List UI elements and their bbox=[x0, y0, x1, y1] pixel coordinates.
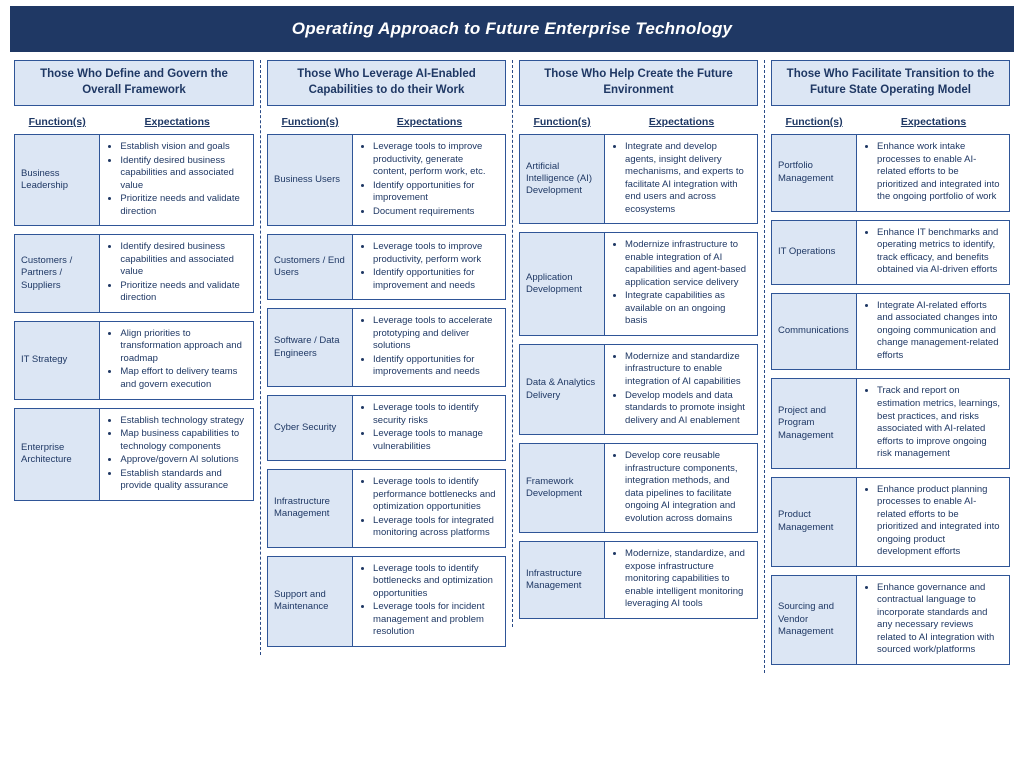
function-cell: Framework Development bbox=[519, 443, 605, 533]
subheader-functions: Function(s) bbox=[533, 116, 591, 128]
list-item: • Identify desired business capabilities and associated value bbox=[120, 155, 245, 193]
table-row bbox=[771, 477, 1010, 567]
table-row bbox=[519, 134, 758, 224]
list-item: • Enhance IT benchmarks and operating metrics to identify, track efficacy, and benefits obtained via AI-driven efforts bbox=[877, 227, 1001, 277]
list-item: • Establish vision and goals bbox=[120, 141, 245, 154]
expectations-cell bbox=[353, 234, 506, 300]
column-define-and-govern bbox=[8, 60, 260, 509]
page-title: Operating Approach to Future Enterprise Technology bbox=[291, 19, 733, 38]
table-row bbox=[519, 344, 758, 435]
table-row bbox=[267, 308, 506, 387]
column-leverage-ai-capabilities bbox=[260, 60, 512, 655]
function-cell: IT Operations bbox=[771, 220, 857, 285]
table-row bbox=[519, 443, 758, 533]
table-row bbox=[14, 321, 254, 400]
function-cell: Support and Maintenance bbox=[267, 556, 353, 647]
expectations-cell bbox=[857, 575, 1010, 665]
list-item: • Leverage tools to manage vulnerabilities bbox=[373, 428, 497, 453]
table-row bbox=[771, 220, 1010, 285]
function-cell: Sourcing and Vendor Management bbox=[771, 575, 857, 665]
expectations-cell bbox=[605, 232, 758, 336]
function-cell: Business Users bbox=[267, 134, 353, 226]
table-row bbox=[771, 575, 1010, 665]
expectations-cell bbox=[100, 134, 254, 226]
subheader-expectations: Expectations bbox=[900, 116, 967, 128]
subheader-expectations: Expectations bbox=[396, 116, 463, 128]
expectations-cell bbox=[605, 443, 758, 533]
expectations-cell bbox=[353, 469, 506, 548]
list-item: • Prioritize needs and validate direction bbox=[120, 193, 245, 218]
function-cell: Customers / Partners / Suppliers bbox=[14, 234, 100, 313]
list-item: • Map business capabilities to technology components bbox=[120, 428, 245, 453]
column-create-future-environment bbox=[512, 60, 764, 627]
function-cell: Enterprise Architecture bbox=[14, 408, 100, 501]
function-cell: Data & Analytics Delivery bbox=[519, 344, 605, 435]
expectations-cell bbox=[857, 293, 1010, 371]
list-item: • Integrate and develop agents, insight delivery mechanisms, and experts to facilitate AI integration with end users and across ecosystems bbox=[625, 141, 749, 216]
list-item: • Document requirements bbox=[373, 206, 497, 219]
list-item: • Identify desired business capabilities and associated value bbox=[120, 241, 245, 279]
subheader-functions: Function(s) bbox=[785, 116, 843, 128]
list-item: • Align priorities to transformation approach and roadmap bbox=[120, 328, 245, 366]
table-row bbox=[14, 134, 254, 226]
list-item: • Identify opportunities for improvement bbox=[373, 180, 497, 205]
column-subheaders bbox=[14, 116, 254, 128]
subheader-functions: Function(s) bbox=[28, 116, 86, 128]
list-item: • Establish standards and provide quality assurance bbox=[120, 468, 245, 493]
table-row bbox=[267, 556, 506, 647]
expectations-cell bbox=[857, 378, 1010, 468]
column-subheaders bbox=[771, 116, 1010, 128]
list-item: • Modernize, standardize, and expose infrastructure monitoring capabilities to enable intelligent monitoring leveraging AI tools bbox=[625, 548, 749, 611]
expectations-cell bbox=[353, 134, 506, 226]
column-subheaders bbox=[267, 116, 506, 128]
table-row bbox=[267, 395, 506, 461]
list-item: • Leverage tools to accelerate prototyping and deliver solutions bbox=[373, 315, 497, 353]
function-cell: Customers / End Users bbox=[267, 234, 353, 300]
list-item: • Enhance product planning processes to enable AI-related efforts to be prioritized and integrated into ongoing product development efforts bbox=[877, 484, 1001, 559]
list-item: • Leverage tools to improve productivity, generate content, perform work, etc. bbox=[373, 141, 497, 179]
function-cell: Communications bbox=[771, 293, 857, 371]
list-item: • Identify opportunities for improvements and needs bbox=[373, 354, 497, 379]
table-row bbox=[267, 469, 506, 548]
table-row bbox=[771, 293, 1010, 371]
function-cell: Business Leadership bbox=[14, 134, 100, 226]
column-header: Those Who Define and Govern the Overall Framework bbox=[14, 60, 254, 106]
subheader-functions: Function(s) bbox=[281, 116, 339, 128]
diagram-title-bar bbox=[10, 6, 1014, 52]
list-item: • Approve/govern AI solutions bbox=[120, 454, 245, 467]
function-cell: Infrastructure Management bbox=[267, 469, 353, 548]
list-item: • Leverage tools to identify performance bottlenecks and optimization opportunities bbox=[373, 476, 497, 514]
column-facilitate-transition bbox=[764, 60, 1016, 673]
function-cell: Portfolio Management bbox=[771, 134, 857, 212]
list-item: • Integrate capabilities as available on an ongoing basis bbox=[625, 290, 749, 328]
table-row bbox=[267, 134, 506, 226]
table-row bbox=[519, 232, 758, 336]
list-item: • Leverage tools to improve productivity, perform work bbox=[373, 241, 497, 266]
subheader-expectations: Expectations bbox=[144, 116, 210, 128]
expectations-cell bbox=[605, 344, 758, 435]
list-item: • Identify opportunities for improvement and needs bbox=[373, 267, 497, 292]
expectations-cell bbox=[100, 408, 254, 501]
table-row bbox=[771, 378, 1010, 468]
list-item: • Map effort to delivery teams and govern execution bbox=[120, 366, 245, 391]
function-cell: Product Management bbox=[771, 477, 857, 567]
table-row bbox=[14, 234, 254, 313]
function-cell: IT Strategy bbox=[14, 321, 100, 400]
list-item: • Leverage tools to identify security risks bbox=[373, 402, 497, 427]
list-item: • Prioritize needs and validate direction bbox=[120, 280, 245, 305]
expectations-cell bbox=[857, 134, 1010, 212]
expectations-cell bbox=[353, 395, 506, 461]
list-item: • Leverage tools for incident management and problem resolution bbox=[373, 601, 497, 639]
expectations-cell bbox=[605, 134, 758, 224]
list-item: • Track and report on estimation metrics, learnings, best practices, and risks associated with AI-related efforts to improve ongoing risk management bbox=[877, 385, 1001, 460]
expectations-cell bbox=[857, 220, 1010, 285]
function-cell: Application Development bbox=[519, 232, 605, 336]
table-row bbox=[267, 234, 506, 300]
columns-container bbox=[8, 60, 1016, 673]
table-row bbox=[519, 541, 758, 619]
table-row bbox=[14, 408, 254, 501]
expectations-cell bbox=[353, 556, 506, 647]
list-item: • Leverage tools to identify bottlenecks and optimization opportunities bbox=[373, 563, 497, 601]
expectations-cell bbox=[100, 234, 254, 313]
column-subheaders bbox=[519, 116, 758, 128]
list-item: • Enhance governance and contractual language to incorporate standards and any necessary reviews related to AI integration with sourced work/platforms bbox=[877, 582, 1001, 657]
function-cell: Infrastructure Management bbox=[519, 541, 605, 619]
function-cell: Software / Data Engineers bbox=[267, 308, 353, 387]
subheader-expectations: Expectations bbox=[648, 116, 715, 128]
list-item: • Establish technology strategy bbox=[120, 415, 245, 428]
expectations-cell bbox=[857, 477, 1010, 567]
function-cell: Project and Program Management bbox=[771, 378, 857, 468]
list-item: • Develop core reusable infrastructure components, integration methods, and data pipelines to facilitate ongoing AI integration and evolution across domains bbox=[625, 450, 749, 525]
list-item: • Modernize and standardize infrastructure to enable integration of AI capabilities bbox=[625, 351, 749, 389]
expectations-cell bbox=[100, 321, 254, 400]
list-item: • Modernize infrastructure to enable integration of AI capabilities and agent-based application service delivery bbox=[625, 239, 749, 289]
column-header: Those Who Facilitate Transition to the Future State Operating Model bbox=[771, 60, 1010, 106]
list-item: • Integrate AI-related efforts and associated changes into ongoing communication and change management-related efforts bbox=[877, 300, 1001, 363]
expectations-cell bbox=[605, 541, 758, 619]
expectations-cell bbox=[353, 308, 506, 387]
list-item: • Enhance work intake processes to enable AI-related efforts to be prioritized and integrated into the ongoing portfolio of work bbox=[877, 141, 1001, 204]
column-header: Those Who Leverage AI-Enabled Capabilities to do their Work bbox=[267, 60, 506, 106]
list-item: • Leverage tools for integrated monitoring across platforms bbox=[373, 515, 497, 540]
list-item: • Develop models and data standards to promote insight delivery and AI enablement bbox=[625, 390, 749, 428]
table-row bbox=[771, 134, 1010, 212]
column-header: Those Who Help Create the Future Environment bbox=[519, 60, 758, 106]
function-cell: Cyber Security bbox=[267, 395, 353, 461]
function-cell: Artificial Intelligence (AI) Development bbox=[519, 134, 605, 224]
